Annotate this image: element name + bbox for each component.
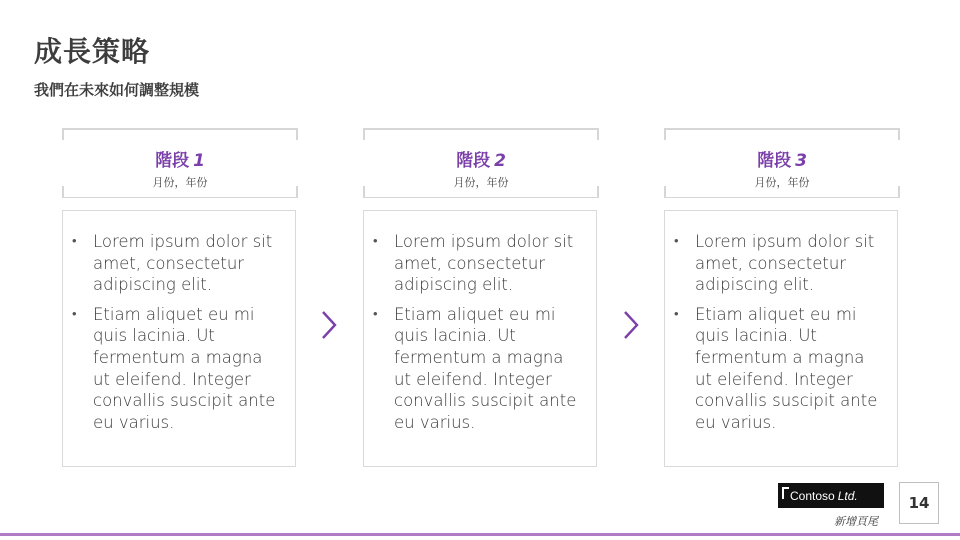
bullet-item: • Etiam aliquet eu mi quis lacinia. Ut fermentum a magna ut eleifend. Integer convallis suscipit ante eu varius.: [695, 304, 883, 434]
chevron-right-icon: [622, 310, 640, 340]
logo-corner-icon: [782, 487, 789, 499]
bullet-item: • Etiam aliquet eu mi quis lacinia. Ut fermentum a magna ut eleifend. Integer convallis suscipit ante eu varius.: [394, 304, 582, 434]
bullet-item: • Lorem ipsum dolor sit amet, consectetur adipiscing elit.: [695, 231, 883, 296]
phase-date-2: 月份，年份: [453, 176, 509, 189]
page-number: 14: [899, 482, 939, 524]
bullet-list: [63, 211, 295, 433]
phase-label: 階段: [456, 151, 491, 171]
logo-suffix: Ltd.: [837, 488, 858, 503]
bullet-item: • Lorem ipsum dolor sit amet, consectetur adipiscing elit.: [394, 231, 582, 296]
phase-label: 階段: [757, 151, 792, 171]
phase-card-1: [62, 210, 296, 467]
phase-number: 2: [494, 151, 506, 171]
phase-title-2: [363, 146, 599, 171]
company-logo: [778, 483, 884, 508]
phase-header-2: [363, 128, 599, 198]
slide-subtitle: 我們在未來如何調整規模: [34, 81, 200, 99]
bullet-item: • Lorem ipsum dolor sit amet, consectetur adipiscing elit.: [93, 231, 281, 296]
bottom-accent-bar: [0, 533, 960, 536]
logo-name: Contoso: [790, 488, 835, 503]
phase-card-3: [664, 210, 898, 467]
phase-title-3: [664, 146, 900, 171]
phase-card-2: [363, 210, 597, 467]
footer-text: 新增頁尾: [834, 515, 878, 528]
phase-header-1: [62, 128, 298, 198]
bullet-list: [364, 211, 596, 433]
phase-date-1: 月份，年份: [152, 176, 208, 189]
slide-title: 成長策略: [34, 35, 151, 68]
phase-title-1: [62, 146, 298, 171]
phase-number: 3: [795, 151, 807, 171]
phase-number: 1: [193, 151, 205, 171]
phase-date-3: 月份，年份: [754, 176, 810, 189]
bullet-list: [665, 211, 897, 433]
phase-header-3: [664, 128, 900, 198]
bullet-item: • Etiam aliquet eu mi quis lacinia. Ut fermentum a magna ut eleifend. Integer convallis suscipit ante eu varius.: [93, 304, 281, 434]
phase-label: 階段: [155, 151, 190, 171]
chevron-right-icon: [320, 310, 338, 340]
